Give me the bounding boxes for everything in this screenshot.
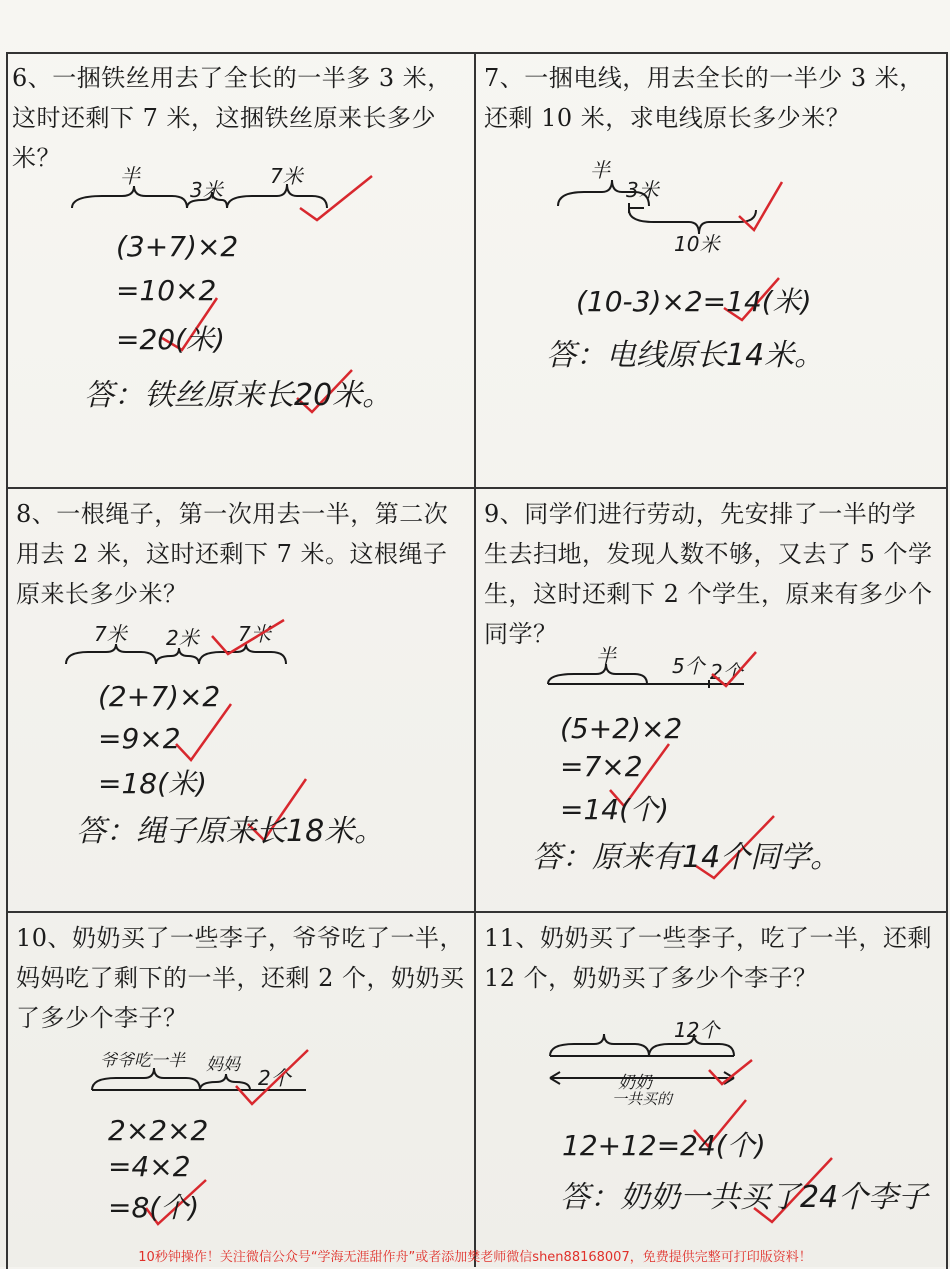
diagram-label-12: 12个 <box>674 1018 720 1042</box>
work-line-1: 2×2×2 <box>108 1114 209 1147</box>
problem-11-text: 11、奶奶买了一些李子，吃了一半，还剩 12 个，奶奶买了多少个李子？ <box>484 924 933 992</box>
problem-6 <box>12 58 470 484</box>
problem-8-text: 8、一根绳子，第一次用去一半，第二次用去 2 米，这时还剩下 7 米。这根绳子原来长多少米？ <box>16 500 449 608</box>
grid-divider-vertical <box>474 52 476 1267</box>
diagram-label-half: 半 <box>596 644 616 668</box>
diagram-label-2m: 2米 <box>166 626 199 650</box>
diagram-label-half: 半 <box>120 164 140 188</box>
answer-text: 答：电线原长14米。 <box>546 338 825 373</box>
answer-text: 答：铁丝原来长20米。 <box>84 378 393 413</box>
problem-9-text: 9、同学们进行劳动，先安排了一半的学生去扫地，发现人数不够，又去了 5 个学生，这时还剩下 2 个学生，原来有多少个同学？ <box>484 500 933 648</box>
grid-divider-row-1 <box>6 487 946 489</box>
work-line-2: =9×2 <box>98 722 181 755</box>
diagram-label-grandma: 奶奶 <box>618 1073 652 1093</box>
answer-text: 答：奶奶一共买了24个李子 <box>560 1180 929 1215</box>
diagram-label-7m-a: 7米 <box>94 622 127 646</box>
diagram-label-half: 半 <box>590 158 610 182</box>
answer-text <box>88 1226 377 1230</box>
work-line-3: =8(个) <box>108 1191 200 1224</box>
diagram-label-7m-b: 7米 <box>238 622 271 646</box>
problem-7-diagram <box>484 58 940 484</box>
problem-8 <box>16 494 470 908</box>
work-line-2: =4×2 <box>108 1150 191 1183</box>
problem-11 <box>484 918 940 1230</box>
problem-9 <box>484 494 940 908</box>
work-line-3: =18(米) <box>98 767 207 800</box>
work-line-1: (5+2)×2 <box>560 712 683 745</box>
work-line-3: =20(米) <box>116 323 225 356</box>
problem-6-diagram <box>12 58 470 484</box>
work-line-2: =10×2 <box>116 274 217 307</box>
problem-6-text: 6、一捆铁丝用去了全长的一半多 3 米，这时还剩下 7 米，这捆铁丝原来长多少米？ <box>12 64 452 172</box>
grid-divider-row-2 <box>6 911 946 913</box>
problem-10-text: 10、奶奶买了一些李子，爷爷吃了一半，妈妈吃了剩下的一半，还剩 2 个，奶奶买了多少个李子？ <box>16 924 465 1032</box>
problem-10 <box>16 918 470 1230</box>
work-line-1: (3+7)×2 <box>116 230 239 263</box>
work-line-2: =7×2 <box>560 750 643 783</box>
diagram-label-mom: 妈妈 <box>206 1055 240 1075</box>
work-line-1: (10-3)×2=14(米) <box>576 285 812 318</box>
diagram-label-7m: 7米 <box>270 164 303 188</box>
diagram-label-grandpa-half: 爷爷吃一半 <box>100 1051 185 1071</box>
answer-text: 答：绳子原来长18米。 <box>76 814 385 849</box>
diagram-label-total: 一共买的 <box>612 1090 673 1108</box>
work-line-3: =14(个) <box>560 793 669 826</box>
diagram-label-3m: 3米 <box>626 178 659 202</box>
diagram-label-2: 2个 <box>710 660 743 684</box>
work-line-1: (2+7)×2 <box>98 680 221 713</box>
work-line-1: 12+12=24(个) <box>562 1129 766 1162</box>
diagram-label-5: 5个 <box>672 654 705 678</box>
problem-7 <box>484 58 940 484</box>
answer-text: 答：原来有14个同学。 <box>532 840 841 875</box>
promo-footer: 10秒钟操作！关注微信公众号“学海无涯甜作舟”或者添加樊老师微信shen88168007，免费提供完整可打印版资料！ <box>138 1250 812 1265</box>
problem-10-diagram <box>16 918 470 1230</box>
diagram-label-2: 2个 <box>258 1066 291 1090</box>
diagram-label-10m: 10米 <box>674 232 720 256</box>
diagram-label-3m: 3米 <box>190 178 223 202</box>
problem-7-text: 7、一捆电线，用去全长的一半少 3 米，还剩 10 米，求电线原长多少米？ <box>484 64 924 132</box>
